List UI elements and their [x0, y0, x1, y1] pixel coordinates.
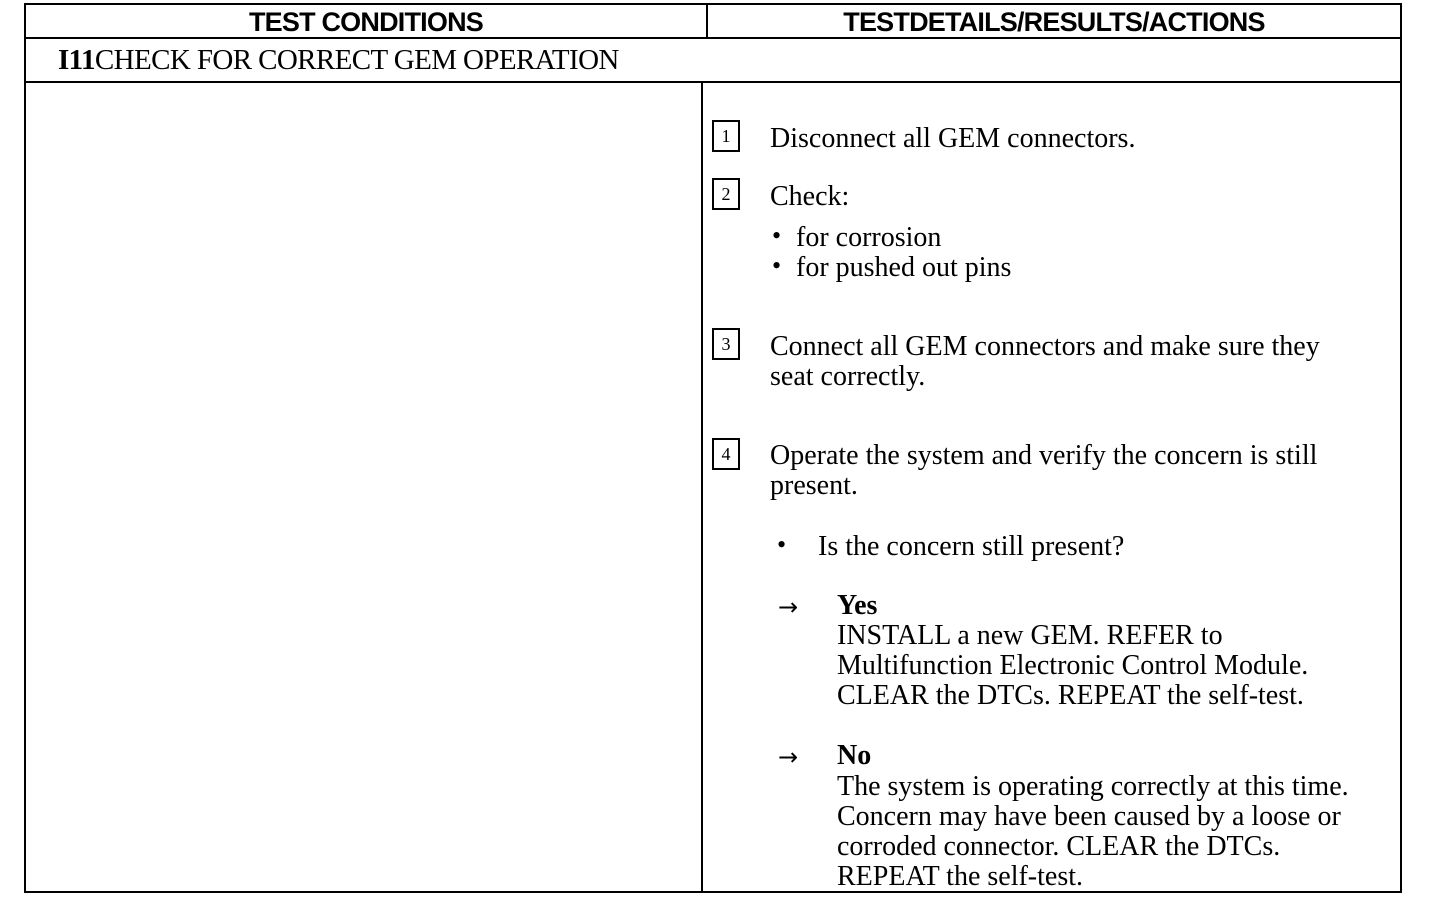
- step-2-text: Check:: [770, 181, 850, 212]
- step-4-number-box: 4: [712, 438, 740, 470]
- arrow-right-icon: →: [778, 593, 799, 621]
- step-4-line-1: Operate the system and verify the concern is still: [770, 440, 1318, 471]
- header-test-details: TESTDETAILS/RESULTS/ACTIONS: [843, 7, 1265, 37]
- result-no-line-3: corroded connector. CLEAR the DTCs.: [837, 831, 1281, 862]
- step-4-line-2: present.: [770, 470, 858, 501]
- result-yes-line-3: CLEAR the DTCs. REPEAT the self-test.: [837, 680, 1304, 711]
- bullet-icon: •: [772, 221, 782, 250]
- table-header-row: [26, 5, 1400, 39]
- result-yes-label: Yes: [837, 590, 878, 621]
- step-3-number-box: 3: [712, 328, 740, 360]
- test-title-row: [26, 39, 1400, 83]
- result-no-line-1: The system is operating correctly at this time.: [837, 771, 1349, 802]
- column-divider: [701, 83, 703, 891]
- bullet-icon: •: [777, 530, 787, 559]
- step-2-bullet-1: for corrosion: [796, 222, 942, 253]
- step-1-number-box: 1: [712, 120, 740, 152]
- test-title: [58, 44, 619, 77]
- header-test-conditions: TEST CONDITIONS: [26, 5, 708, 37]
- question-text: Is the concern still present?: [818, 531, 1125, 562]
- step-2-number-box: 2: [712, 178, 740, 210]
- result-no-label: No: [837, 740, 872, 771]
- step-3-line-1: Connect all GEM connectors and make sure they: [770, 331, 1320, 362]
- step-2-bullet-2: for pushed out pins: [796, 252, 1012, 283]
- result-yes-line-1: INSTALL a new GEM. REFER to: [837, 620, 1223, 651]
- step-1-text: Disconnect all GEM connectors.: [770, 123, 1136, 154]
- test-code: I11: [58, 44, 95, 76]
- arrow-right-icon: →: [778, 743, 799, 771]
- result-no-line-4: REPEAT the self-test.: [837, 861, 1084, 892]
- test-title-text: CHECK FOR CORRECT GEM OPERATION: [94, 44, 619, 76]
- result-yes-line-2: Multifunction Electronic Control Module.: [837, 650, 1309, 681]
- result-no-line-2: Concern may have been caused by a loose or: [837, 801, 1341, 832]
- bullet-icon: •: [772, 251, 782, 280]
- step-3-line-2: seat correctly.: [770, 361, 926, 392]
